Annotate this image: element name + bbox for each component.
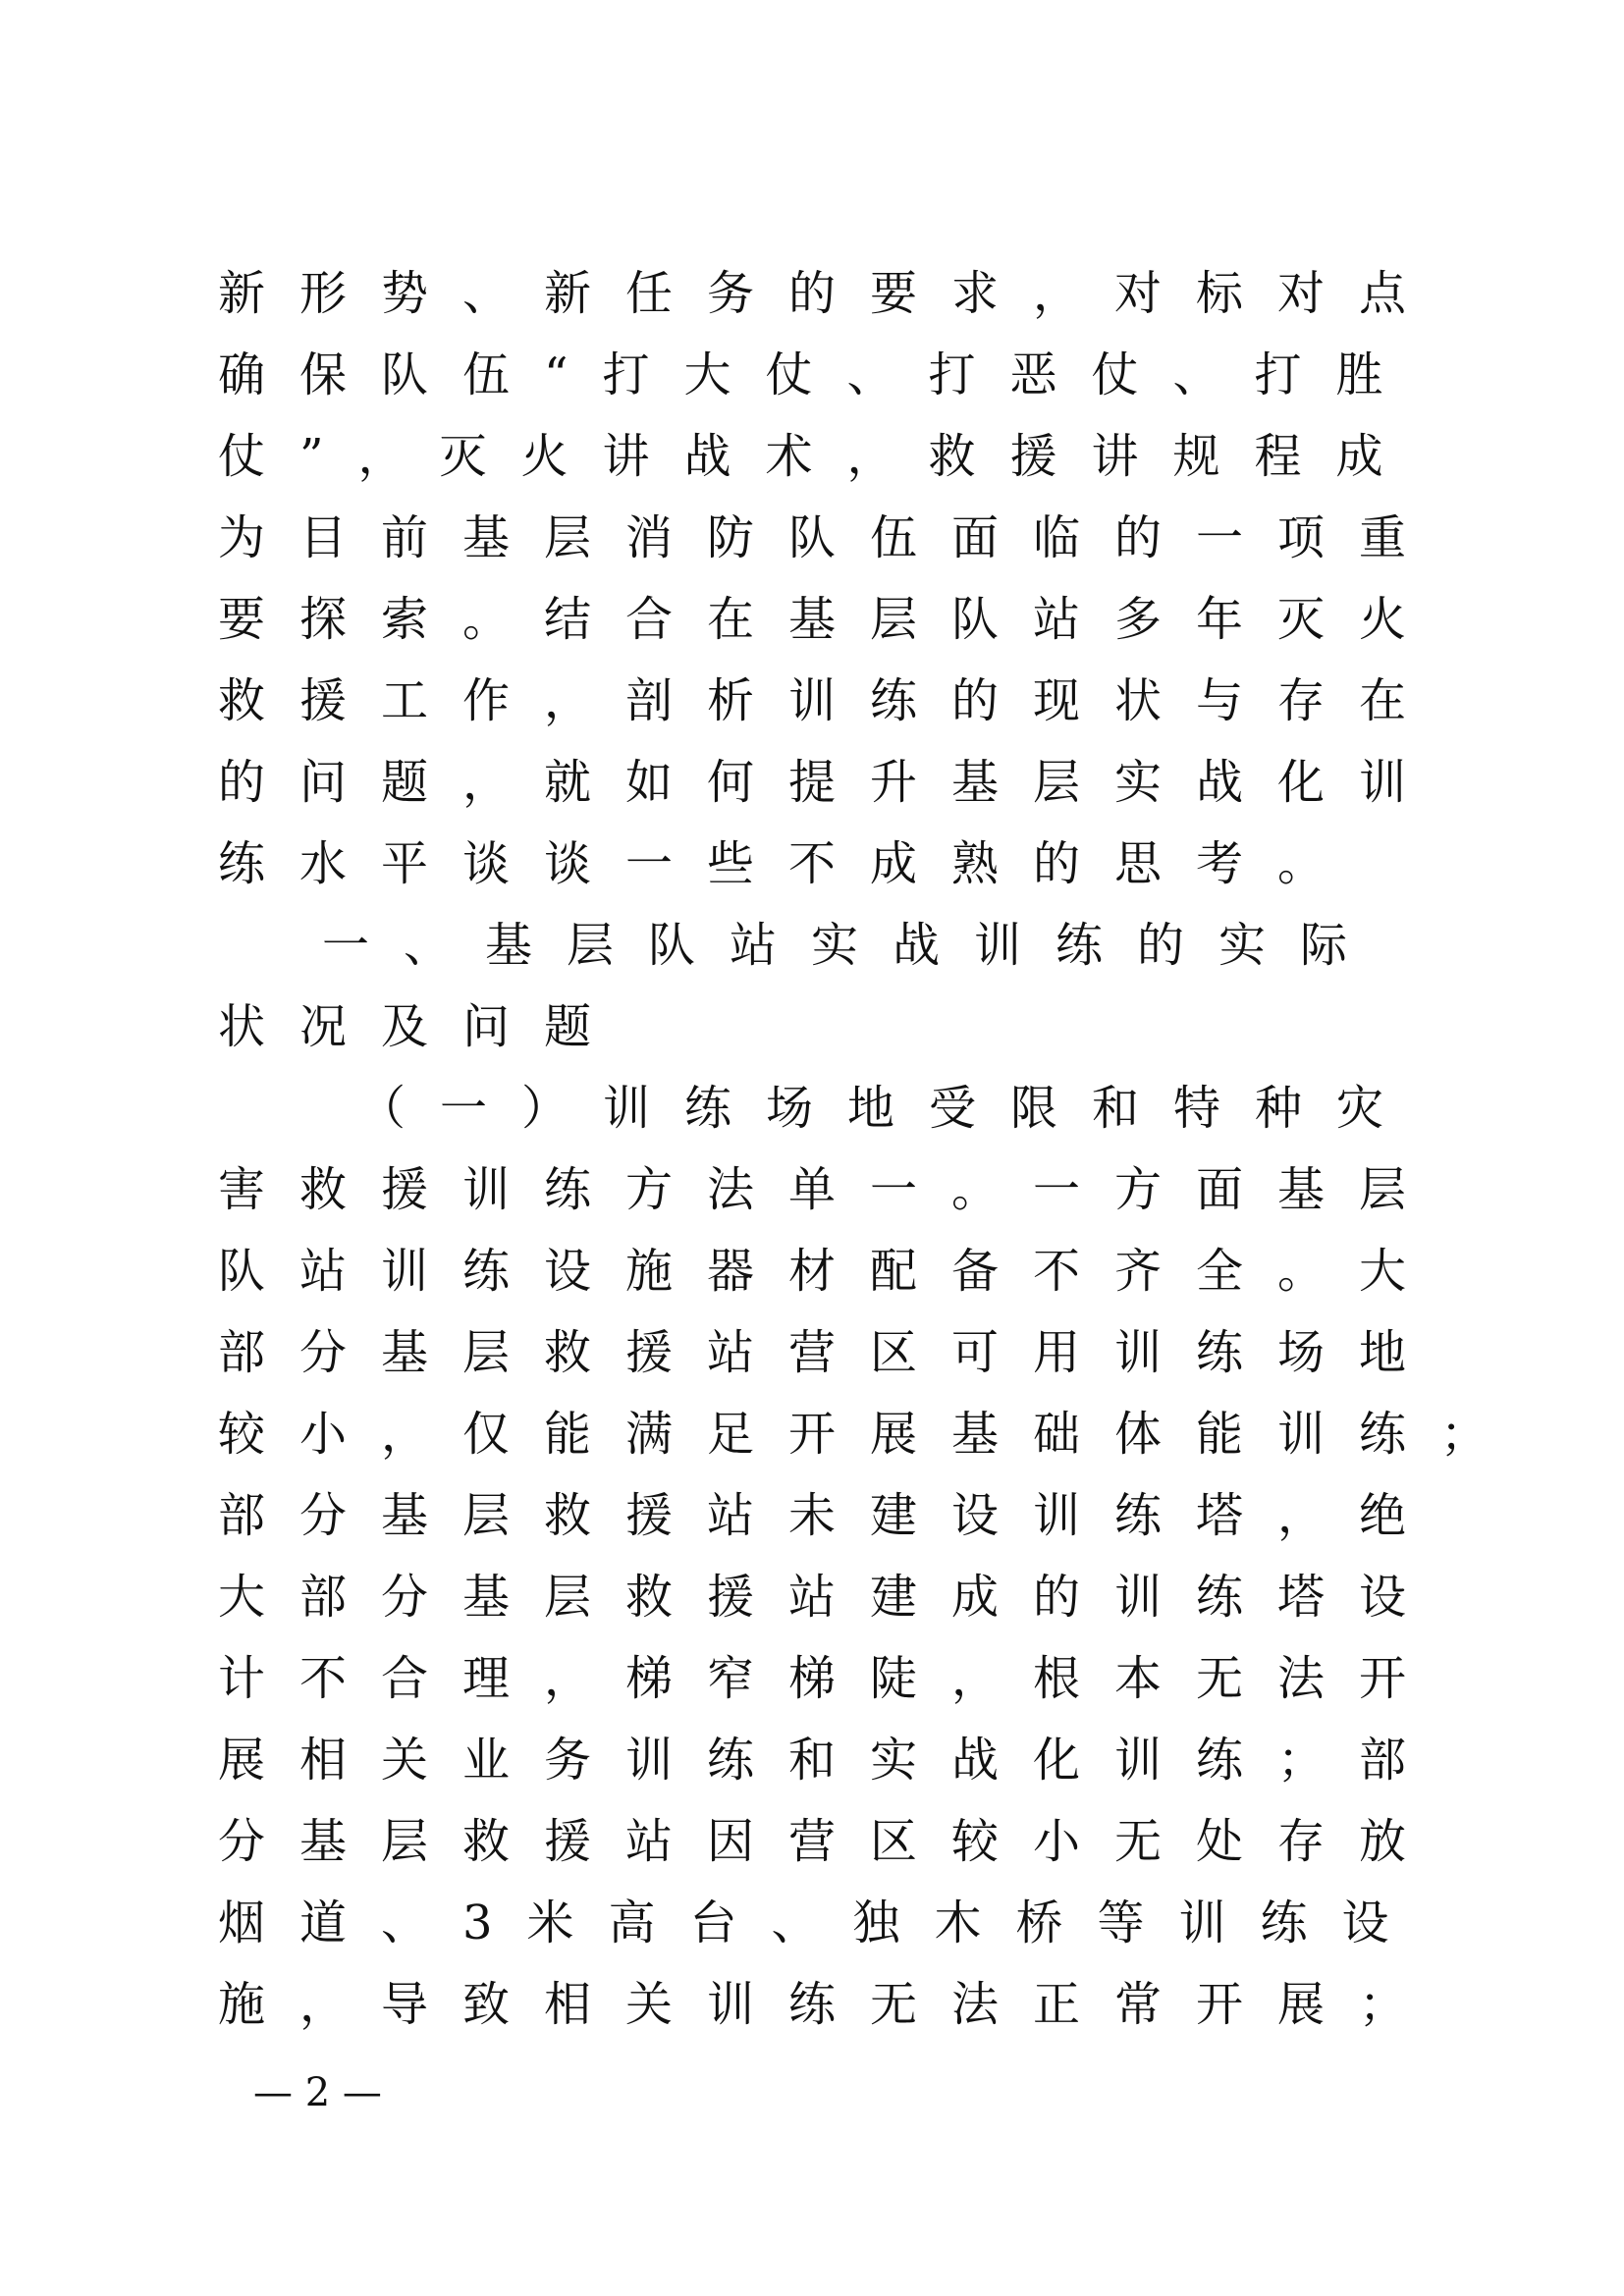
text-line-4: 为目前基层消防队伍面临的一项重 xyxy=(218,510,1441,565)
text-line-7: 的问题，就如何提升基层实战化训 xyxy=(218,755,1441,810)
text-line-14: 部分基层救援站营区可用训练场地 xyxy=(218,1325,1441,1380)
text-line-8: 练水平谈谈一些不成熟的思考。 xyxy=(218,836,1360,891)
subsection-heading-line: （一）训练场地受限和特种灾 xyxy=(358,1081,1419,1136)
text-line-19: 展相关业务训练和实战化训练；部 xyxy=(218,1733,1441,1788)
text-line-17: 大部分基层救援站建成的训练塔设 xyxy=(218,1570,1441,1625)
text-line-2: 确保队伍“打大仗、打恶仗、打胜 xyxy=(218,347,1418,402)
text-line-6: 救援工作，剖析训练的现状与存在 xyxy=(218,673,1441,728)
text-line-18: 计不合理，梯窄梯陡，根本无法开 xyxy=(218,1651,1441,1706)
text-line-13: 队站训练设施器材配备不齐全。大 xyxy=(218,1244,1441,1299)
text-line-15: 较小，仅能满足开展基础体能训练； xyxy=(218,1407,1523,1462)
text-line-5: 要探索。结合在基层队站多年灭火 xyxy=(218,592,1441,647)
page-number: — 2 — xyxy=(253,2070,382,2115)
text-line-22: 施，导致相关训练无法正常开展； xyxy=(218,1977,1441,2032)
text-line-20: 分基层救援站因营区较小无处存放 xyxy=(218,1814,1441,1869)
text-line-1: 新形势、新任务的要求，对标对点 xyxy=(218,266,1441,321)
text-line-16: 部分基层救援站未建设训练塔，绝 xyxy=(218,1488,1441,1543)
section-heading-line-2: 状况及问题 xyxy=(218,999,626,1054)
text-line-3: 仗”，灭火讲战术，救援讲规程成 xyxy=(218,429,1418,484)
text-line-12: 害救援训练方法单一。一方面基层 xyxy=(218,1162,1441,1217)
text-line-21: 烟道、3米高台、独木桥等训练设 xyxy=(218,1896,1424,1950)
section-heading-line-1: 一、基层队站实战训练的实际 xyxy=(322,918,1382,973)
